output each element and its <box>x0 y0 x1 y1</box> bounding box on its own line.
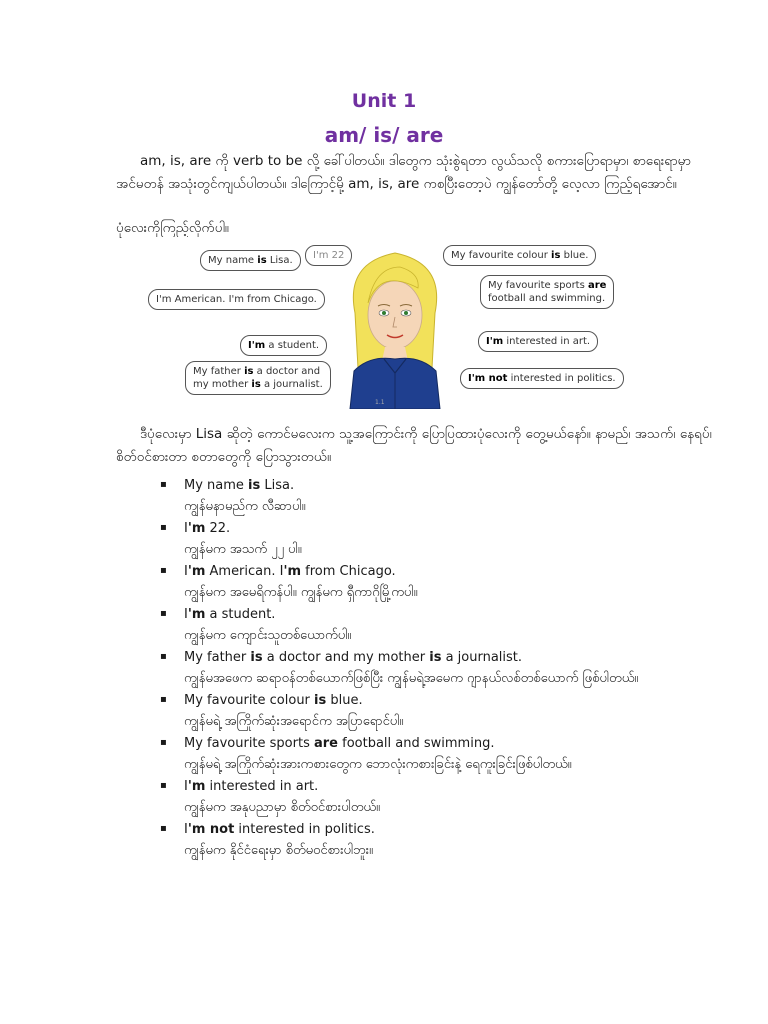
look-at-picture-text: ပုံလေးကိုကြည့်လိုက်ပါ။ <box>116 220 229 236</box>
speech-bubble: My father is a doctor and my mother is a journalist. <box>185 361 331 395</box>
speech-bubble: My favourite sports are football and swimming. <box>480 275 614 309</box>
lisa-character-illustration <box>340 243 450 409</box>
description-paragraph: ဒီပုံလေးမှာ Lisa ဆိုတဲ့ ကောင်မလေးက သူ့အကြောင်းကို ပြောပြထားပုံလေးကို တွေ့မယ်နော်။ နာမည်၊ အသက်၊ နေရပ်၊ စိတ်ဝင်စားတာ စတာတွေကို ပြောသွားတယ်။ <box>116 426 712 465</box>
myanmar-translation: ကျွန်မအဖေက ဆရာဝန်တစ်ယောက်ဖြစ်ပြီး ကျွန်မရဲ့အမေက ဂျာနယ်လစ်တစ်ယောက် ဖြစ်ပါတယ်။ <box>184 671 639 686</box>
speech-bubble: I'm interested in art. <box>478 331 598 352</box>
myanmar-translation: ကျွန်မက အသက် ၂၂ ပါ။ <box>184 542 302 557</box>
english-sentence: My father is a doctor and my mother is a journalist. <box>184 650 523 665</box>
myanmar-translation: ကျွန်မက အမေရိကန်ပါ။ ကျွန်မက ရှီကာဂိုမြို့ကပါ။ <box>184 585 418 600</box>
myanmar-translation: ကျွန်မရဲ့ အကြိုက်ဆုံးအားကစားတွေက ဘောလုံးကစားခြင်းနဲ့ ရေကူးခြင်းဖြစ်ပါတယ်။ <box>184 757 572 772</box>
list-item <box>160 647 720 690</box>
myanmar-translation: ကျွန်မနာမည်က လီဆာပါ။ <box>184 499 306 514</box>
list-item <box>160 518 720 561</box>
lisa-illustration <box>145 237 615 409</box>
bullet-icon: ▪ <box>160 823 167 834</box>
speech-bubble: I'm not interested in politics. <box>460 368 624 389</box>
english-sentence: I'm not interested in politics. <box>184 822 375 837</box>
myanmar-translation: ကျွန်မက နိုင်ငံရေးမှာ စိတ်မဝင်စားပါဘူး။ <box>184 843 373 858</box>
figure-caption: 1.1 <box>375 399 385 406</box>
bullet-icon: ▪ <box>160 608 167 619</box>
myanmar-translation: ကျွန်မရဲ့ အကြိုက်ဆုံးအရောင်က အပြာရောင်ပါ။ <box>184 714 404 729</box>
list-item <box>160 604 720 647</box>
bullet-icon: ▪ <box>160 522 167 533</box>
bullet-icon: ▪ <box>160 565 167 576</box>
list-item <box>160 819 720 862</box>
english-sentence: My favourite colour is blue. <box>184 693 363 708</box>
english-sentence: My name is Lisa. <box>184 478 295 493</box>
speech-bubble: My favourite colour is blue. <box>443 245 596 266</box>
list-item <box>160 475 720 518</box>
english-sentence: My favourite sports are football and swimming. <box>184 736 495 751</box>
english-sentence: I'm American. I'm from Chicago. <box>184 564 396 579</box>
bullet-icon: ▪ <box>160 651 167 662</box>
list-item <box>160 776 720 819</box>
list-item <box>160 561 720 604</box>
english-sentence: I'm interested in art. <box>184 779 319 794</box>
bullet-icon: ▪ <box>160 737 167 748</box>
english-sentence: I'm 22. <box>184 521 231 536</box>
bullet-icon: ▪ <box>160 694 167 705</box>
example-list <box>160 475 720 862</box>
list-item <box>160 733 720 776</box>
list-item <box>160 690 720 733</box>
intro-paragraph: am, is, are ကို verb to be လို့ ခေါ်ပါတယ်။ ဒါတွေက သုံးစွဲရတာ လွယ်သလို စကားပြောရာမှာ၊ စာရေးရာမှာ အင်မတန် အသုံးတွင်ကျယ်ပါတယ်။ ဒါကြောင့်မို့ am, is, are ကစပြီးတော့ပဲ ကျွန်တော်တို့ လေ့လာ ကြည့်ရအောင်။ <box>116 153 691 192</box>
bullet-icon: ▪ <box>160 479 167 490</box>
unit-title: Unit 1 <box>351 90 417 112</box>
speech-bubble: My name is Lisa. <box>200 250 301 271</box>
speech-bubble: I'm a student. <box>240 335 327 356</box>
bullet-icon: ▪ <box>160 780 167 791</box>
topic-title: am/ is/ are <box>324 123 444 147</box>
myanmar-translation: ကျွန်မက အနုပညာမှာ စိတ်ဝင်စားပါတယ်။ <box>184 800 380 815</box>
myanmar-translation: ကျွန်မက ကျောင်းသူတစ်ယောက်ပါ။ <box>184 628 352 643</box>
speech-bubble: I'm 22 <box>305 245 352 266</box>
speech-bubble: I'm American. I'm from Chicago. <box>148 289 325 310</box>
english-sentence: I'm a student. <box>184 607 276 622</box>
